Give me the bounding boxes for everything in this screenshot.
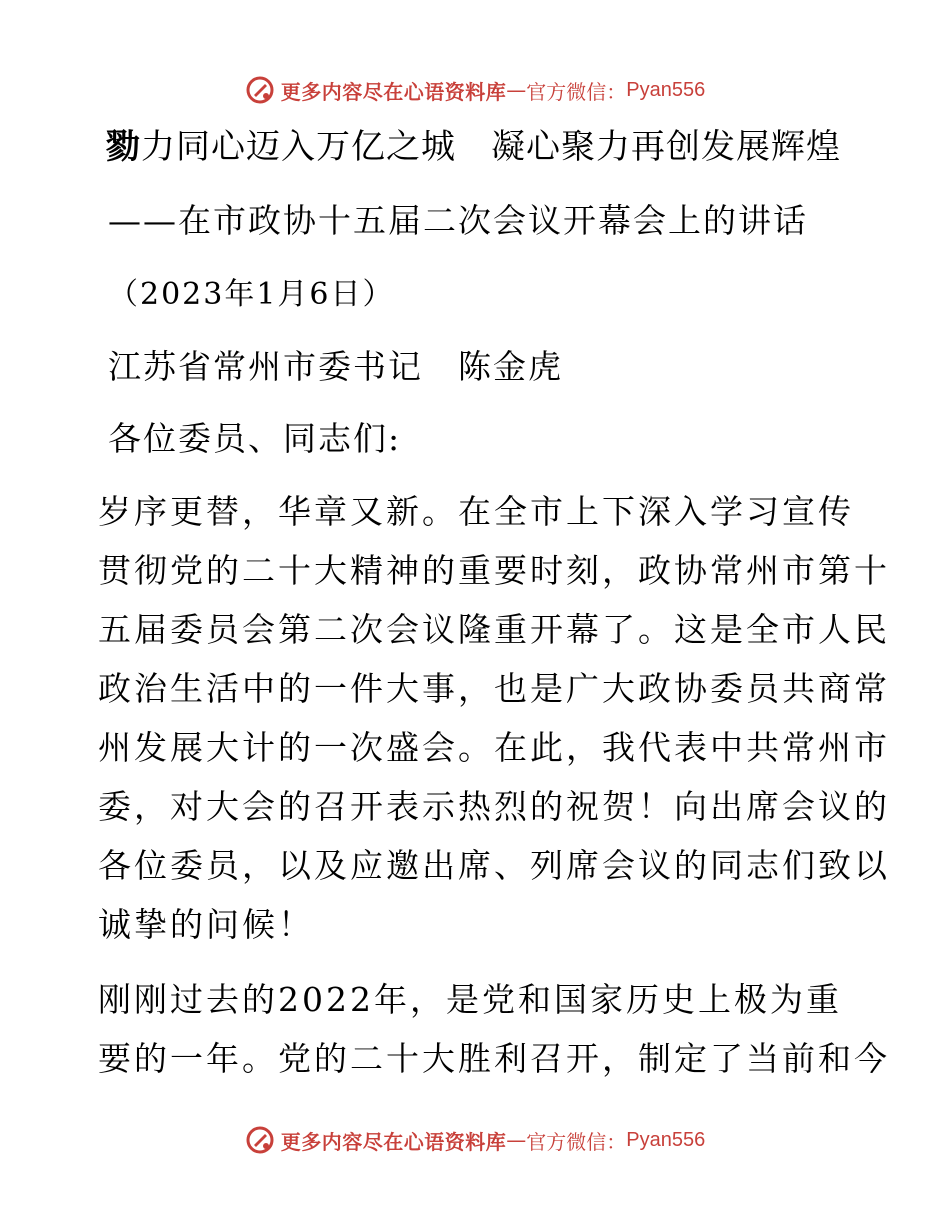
paragraph-line: 州发展大计的一次盛会。在此，我代表中共常州市 [98,728,890,767]
paragraph-line: 刚刚过去的2022年，是党和国家历史上极为重 [98,980,842,1019]
paragraph-line: 诚挚的问候！ [98,905,314,944]
paragraph-1 [98,482,890,954]
document-title [106,120,858,174]
watermark-id: Pyan556 [626,78,706,101]
pen-logo-icon [245,1125,275,1155]
paragraph-line: 贯彻党的二十大精神的重要时刻，政协常州市第十 [98,551,890,590]
watermark-footer [0,1120,950,1160]
paragraph-line: 要的一年。党的二十大胜利召开，制定了当前和今 [98,1039,890,1078]
title-rest: 力同心迈入万亿之城 凝心聚力再创发展辉煌 [141,127,841,167]
watermark-text: 更多内容尽在心语资料库 [280,1129,507,1154]
watermark-id: Pyan556 [626,1128,706,1151]
paragraph-line: 五届委员会第二次会议隆重开幕了。这是全市人民 [98,610,890,649]
paragraph-line: 政治生活中的一件大事，也是广大政协委员共商常 [98,669,890,708]
watermark-dash: — [506,1128,527,1152]
paragraph-2 [98,970,890,1088]
watermark-text: 更多内容尽在心语资料库 [280,79,507,104]
watermark-official: 官方微信： [526,1129,627,1154]
watermark-header [0,70,950,110]
watermark-dash: — [506,78,527,102]
document-salutation: 各位委员、同志们: [108,419,402,458]
document-body [98,120,890,1088]
paragraph-line: 委，对大会的召开表示热烈的祝贺！向出席会议的 [98,787,890,826]
pen-logo-icon [245,75,275,105]
paragraph-line: 岁序更替，华章又新。在全市上下深入学习宣传 [98,492,854,531]
watermark-official: 官方微信： [526,79,627,104]
document-author: 江苏省常州市委书记 陈金虎 [108,347,563,386]
document-subtitle: ——在市政协十五届二次会议开幕会上的讲话 [108,201,808,240]
document-date: （2023年1月6日） [108,277,395,312]
title-first-char: 勠 [106,127,141,167]
paragraph-line: 各位委员，以及应邀出席、列席会议的同志们致以 [98,846,890,885]
